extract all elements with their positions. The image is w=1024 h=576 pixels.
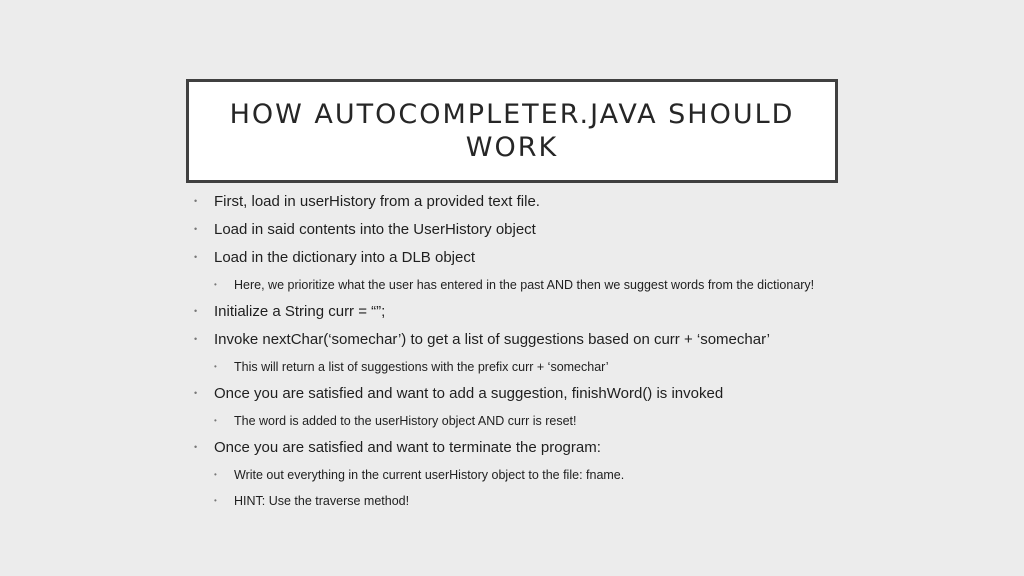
sub-bullet-item [214, 494, 409, 508]
bullet-icon: • [214, 280, 217, 289]
bullet-icon: • [194, 224, 198, 234]
title-box [186, 79, 838, 183]
bullet-icon: • [214, 416, 217, 425]
bullet-item [194, 439, 601, 456]
bullet-icon: • [214, 362, 217, 371]
bullet-icon: • [194, 196, 198, 206]
bullet-icon: • [194, 442, 198, 452]
bullet-item [194, 221, 536, 238]
bullet-item [194, 193, 540, 210]
bullet-text: Write out everything in the current userHistory object to the file: fname. [234, 468, 625, 482]
bullet-text: Invoke nextChar(‘somechar’) to get a list of suggestions based on curr + ‘somechar’ [214, 331, 770, 348]
sub-bullet-item [214, 360, 609, 374]
bullet-text: Initialize a String curr = “”; [214, 303, 386, 320]
bullet-text: Load in the dictionary into a DLB object [214, 249, 475, 266]
bullet-item [194, 331, 770, 348]
bullet-icon: • [194, 334, 198, 344]
bullet-icon: • [194, 306, 198, 316]
sub-bullet-item [214, 468, 624, 482]
bullet-text: Here, we prioritize what the user has entered in the past AND then we suggest words from the dictionary! [234, 278, 815, 292]
bullet-text: This will return a list of suggestions with the prefix curr + ‘somechar’ [234, 360, 609, 374]
bullet-icon: • [194, 388, 198, 398]
slide-title: HOW AUTOCOMPLETER.JAVA SHOULD WORK [229, 99, 795, 163]
bullet-text: Once you are satisfied and want to terminate the program: [214, 439, 601, 456]
sub-bullet-item [214, 414, 577, 428]
bullet-item [194, 249, 475, 266]
bullet-text: The word is added to the userHistory object AND curr is reset! [234, 414, 577, 428]
bullet-icon: • [214, 496, 217, 505]
bullet-item [194, 303, 385, 320]
bullet-icon: • [214, 470, 217, 479]
bullet-text: Load in said contents into the UserHistory object [214, 221, 536, 238]
bullet-text: First, load in userHistory from a provided text file. [214, 193, 540, 210]
bullet-text: Once you are satisfied and want to add a suggestion, finishWord() is invoked [214, 385, 724, 402]
bullet-text: HINT: Use the traverse method! [234, 494, 410, 508]
bullet-item [194, 385, 723, 402]
bullet-icon: • [194, 252, 198, 262]
sub-bullet-item [214, 278, 814, 292]
